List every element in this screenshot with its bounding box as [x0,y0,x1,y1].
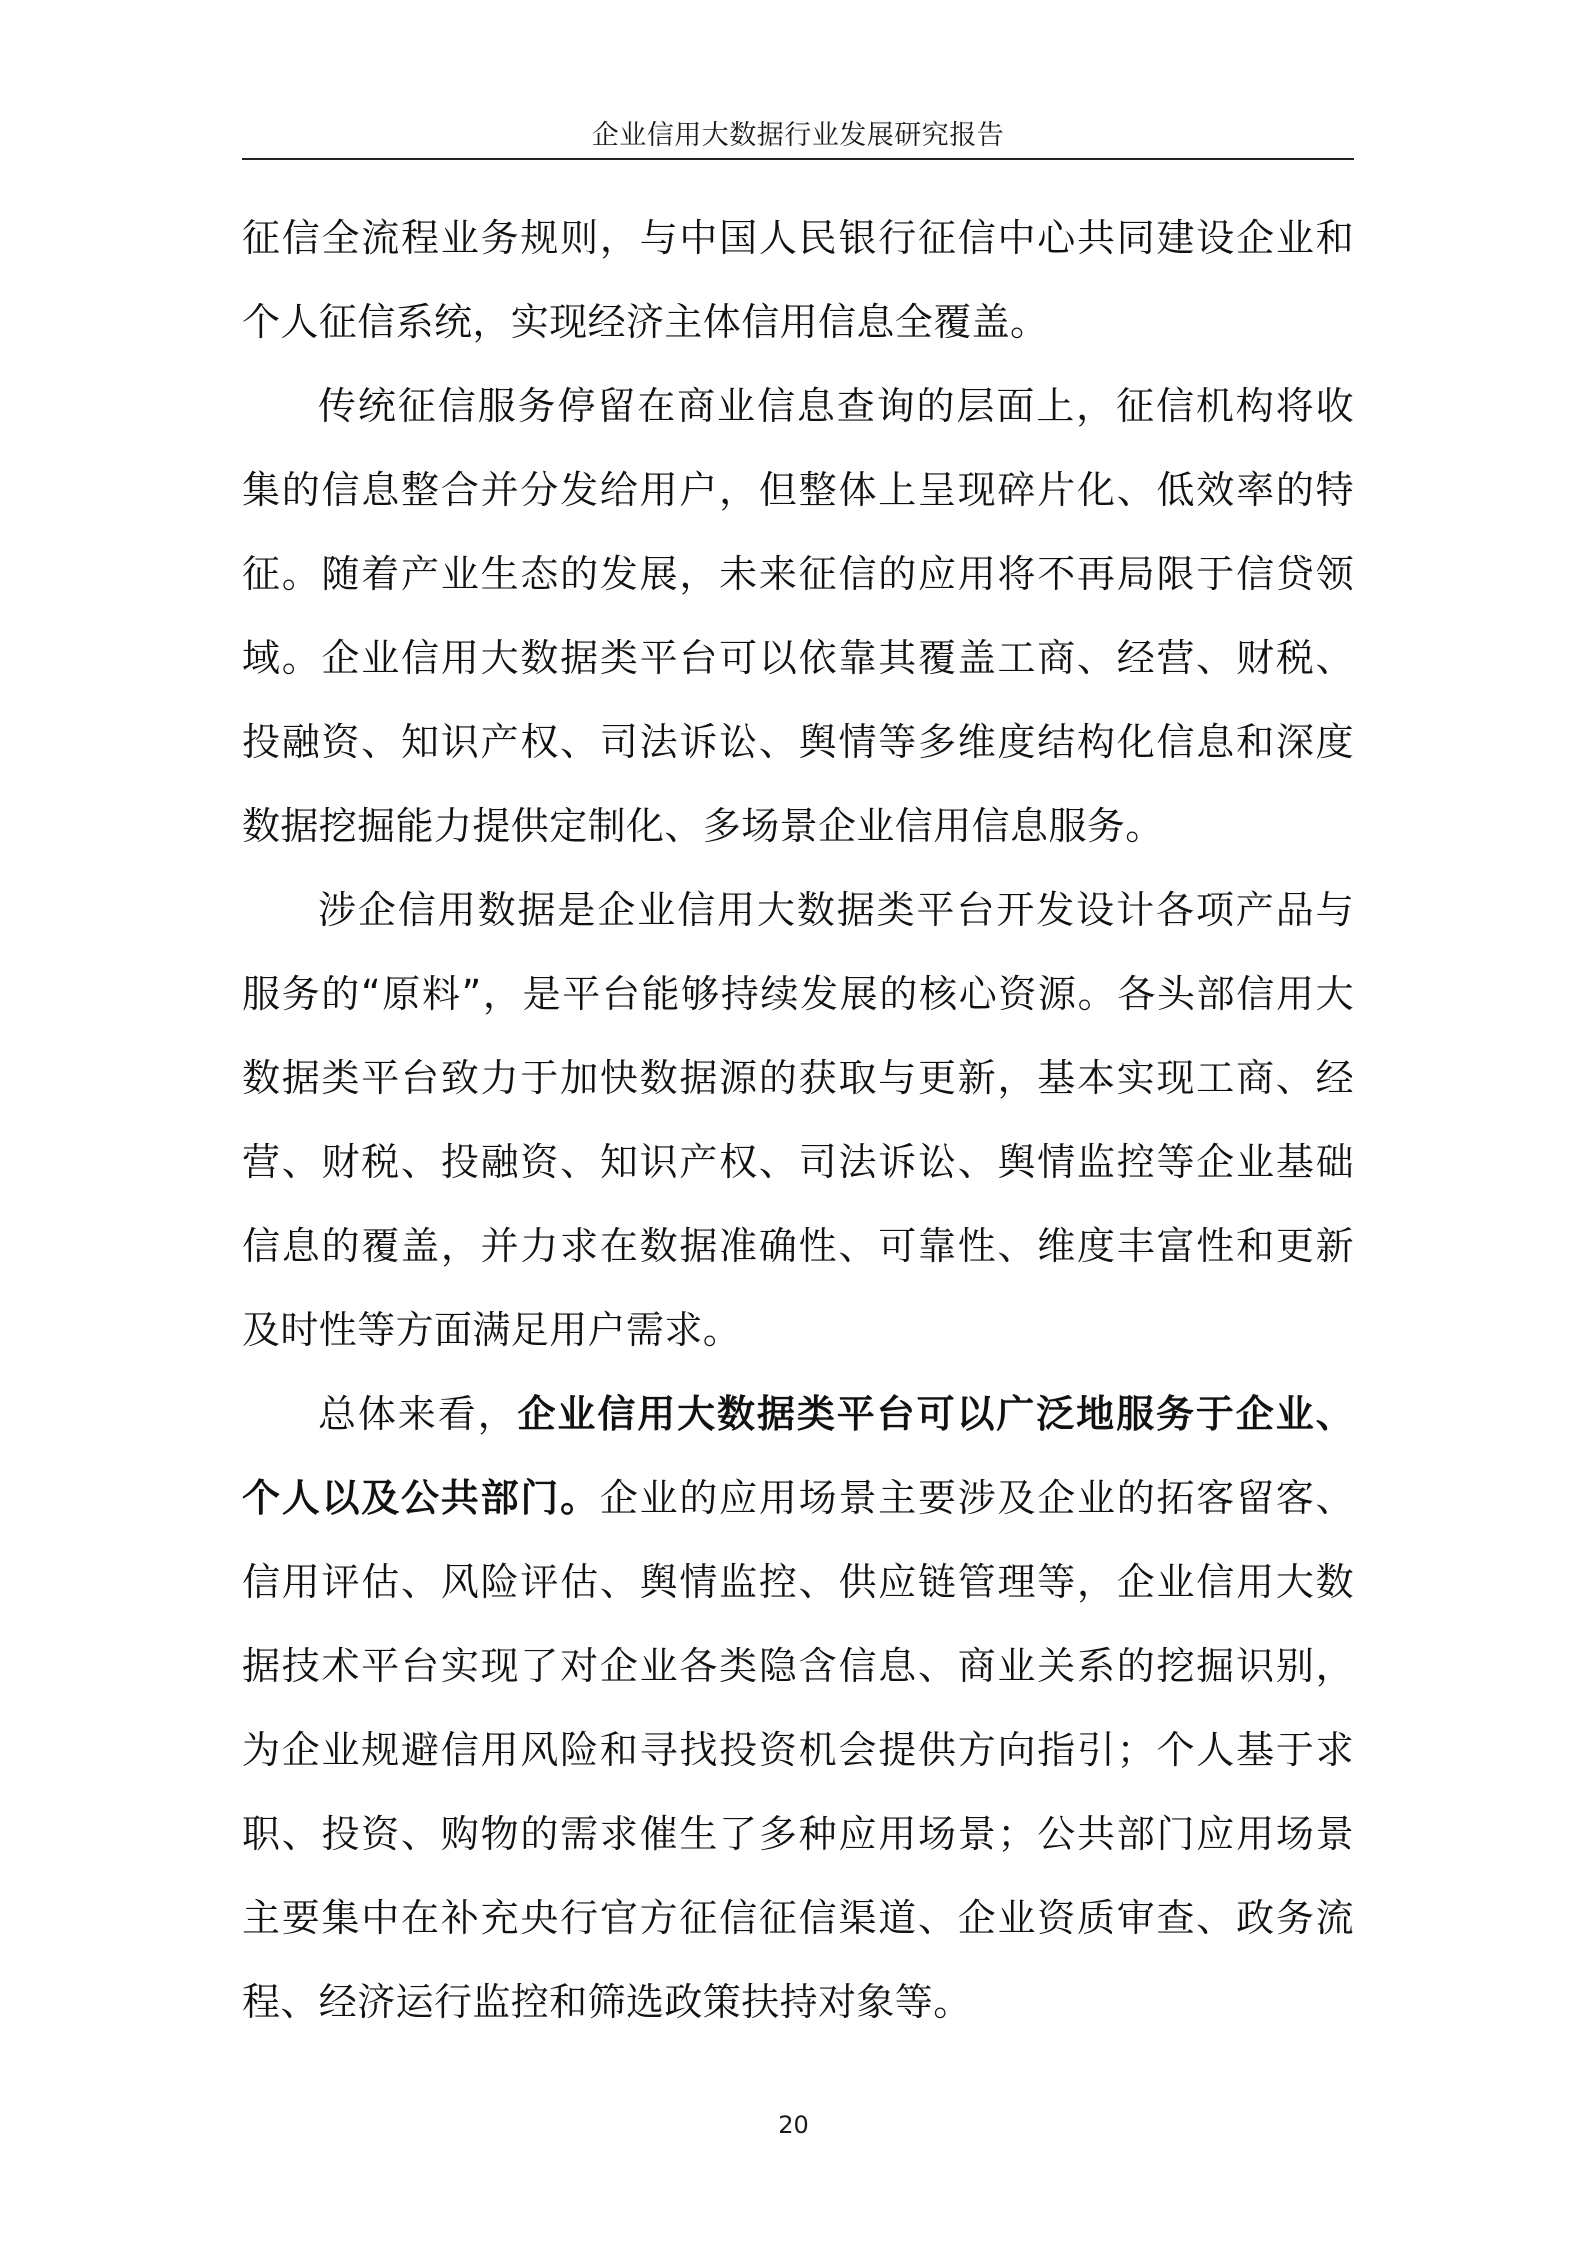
summary-rest-text: 企业的应用场景主要涉及企业的拓客留客、信用评估、风险评估、舆情监控、供应链管理等，企业信用大数据技术平台实现了对企业各类隐含信息、商业关系的挖掘识别，为企业规避信用风险和寻找投资机会提供方向指引；个人基于求职、投资、购物的需求催生了多种应用场景；公共部门应用场景主要集中在补充央行官方征信征信渠道、企业资质审查、政务流程、经济运行监控和筛选政策扶持对象等。 [242,1476,1354,2024]
paragraph-summary [242,1372,1354,2044]
document-body [242,196,1354,2044]
page-header-title: 企业信用大数据行业发展研究报告 [591,120,1005,151]
header-divider [242,158,1354,160]
paragraph-traditional-credit: 传统征信服务停留在商业信息查询的层面上，征信机构将收集的信息整合并分发给用户，但整体上呈现碎片化、低效率的特征。随着产业生态的发展，未来征信的应用将不再局限于信贷领域。企业信用大数据类平台可以依靠其覆盖工商、经营、财税、投融资、知识产权、司法诉讼、舆情等多维度结构化信息和深度数据挖掘能力提供定制化、多场景企业信用信息服务。 [242,384,1354,848]
summary-bold-statement: 企业信用大数据类平台可以广泛地服务于企业、个人以及公共部门。 [242,1392,1354,1520]
page-number: 20 [778,2111,809,2139]
summary-lead-text: 总体来看， [318,1392,518,1436]
paragraph-continuation: 征信全流程业务规则，与中国人民银行征信中心共同建设企业和个人征信系统，实现经济主体信用信息全覆盖。 [242,216,1354,344]
paragraph-credit-data: 涉企信用数据是企业信用大数据类平台开发设计各项产品与服务的“原料”，是平台能够持续发展的核心资源。各头部信用大数据类平台致力于加快数据源的获取与更新，基本实现工商、经营、财税、投融资、知识产权、司法诉讼、舆情监控等企业基础信息的覆盖，并力求在数据准确性、可靠性、维度丰富性和更新及时性等方面满足用户需求。 [242,888,1354,1352]
